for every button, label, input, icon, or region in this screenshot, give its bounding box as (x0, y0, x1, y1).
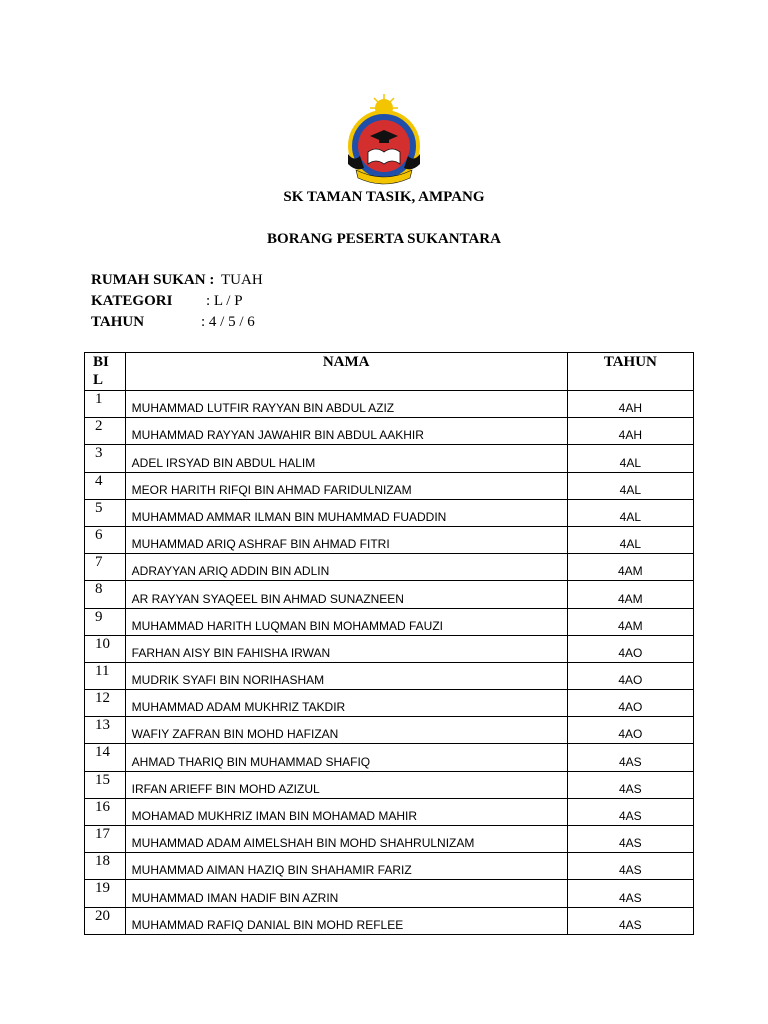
student-class: 4AM (567, 554, 693, 581)
row-number: 12 (85, 690, 126, 717)
student-class: 4AS (567, 744, 693, 771)
table-row (85, 662, 694, 689)
table-row (85, 744, 694, 771)
row-number: 18 (85, 853, 126, 880)
year-label: TAHUN (91, 314, 145, 330)
school-name: SK TAMAN TASIK, AMPANG (283, 189, 485, 205)
row-number: 11 (85, 662, 126, 689)
table-row (85, 771, 694, 798)
student-class: 4AL (567, 472, 693, 499)
table-row (85, 798, 694, 825)
student-class: 4AO (567, 635, 693, 662)
table-row (85, 907, 694, 934)
student-class: 4AO (567, 690, 693, 717)
student-name: MUHAMMAD AMMAR ILMAN BIN MUHAMMAD FUADDIN (125, 499, 567, 526)
table-row (85, 853, 694, 880)
student-name: AR RAYYAN SYAQEEL BIN AHMAD SUNAZNEEN (125, 581, 567, 608)
table-row (85, 418, 694, 445)
student-name: IRFAN ARIEFF BIN MOHD AZIZUL (125, 771, 567, 798)
row-number: 3 (85, 445, 126, 472)
header-nama: NAMA (125, 353, 567, 391)
table-row (85, 717, 694, 744)
table-row (85, 499, 694, 526)
row-number: 13 (85, 717, 126, 744)
student-name: ADRAYYAN ARIQ ADDIN BIN ADLIN (125, 554, 567, 581)
house-value: TUAH (221, 272, 263, 288)
student-class: 4AO (567, 662, 693, 689)
table-body (85, 391, 694, 935)
row-number: 15 (85, 771, 126, 798)
student-class: 4AS (567, 880, 693, 907)
student-class: 4AH (567, 391, 693, 418)
table-row (85, 608, 694, 635)
student-class: 4AL (567, 445, 693, 472)
row-number: 16 (85, 798, 126, 825)
student-name: MUHAMMAD ADAM MUKHRIZ TAKDIR (125, 690, 567, 717)
header-bil-line2: L (93, 372, 104, 388)
student-name: MUHAMMAD IMAN HADIF BIN AZRIN (125, 880, 567, 907)
student-class: 4AH (567, 418, 693, 445)
student-class: 4AO (567, 717, 693, 744)
student-name: MUDRIK SYAFI BIN NORIHASHAM (125, 662, 567, 689)
student-name: MUHAMMAD AIMAN HAZIQ BIN SHAHAMIR FARIZ (125, 853, 567, 880)
header-tahun: TAHUN (567, 353, 693, 391)
student-name: WAFIY ZAFRAN BIN MOHD HAFIZAN (125, 717, 567, 744)
row-number: 20 (85, 907, 126, 934)
house-label: RUMAH SUKAN : (91, 272, 215, 288)
student-class: 4AL (567, 526, 693, 553)
row-number: 10 (85, 635, 126, 662)
year-value: : 4 / 5 / 6 (201, 314, 255, 330)
table-row (85, 581, 694, 608)
form-title: BORANG PESERTA SUKANTARA (267, 231, 501, 247)
row-number: 8 (85, 581, 126, 608)
row-number: 17 (85, 826, 126, 853)
student-class: 4AM (567, 581, 693, 608)
student-class: 4AS (567, 771, 693, 798)
category-info-row (91, 291, 243, 312)
table-row (85, 690, 694, 717)
student-name: ADEL IRSYAD BIN ABDUL HALIM (125, 445, 567, 472)
row-number: 5 (85, 499, 126, 526)
student-class: 4AM (567, 608, 693, 635)
table-header-row (85, 353, 694, 391)
student-name: MUHAMMAD RAFIQ DANIAL BIN MOHD REFLEE (125, 907, 567, 934)
student-class: 4AL (567, 499, 693, 526)
student-name: FARHAN AISY BIN FAHISHA IRWAN (125, 635, 567, 662)
student-class: 4AS (567, 853, 693, 880)
table-row (85, 445, 694, 472)
table-row (85, 880, 694, 907)
row-number: 2 (85, 418, 126, 445)
table-row (85, 554, 694, 581)
table-row (85, 635, 694, 662)
category-value: : L / P (206, 293, 243, 309)
row-number: 4 (85, 472, 126, 499)
student-name: MUHAMMAD ARIQ ASHRAF BIN AHMAD FITRI (125, 526, 567, 553)
student-class: 4AS (567, 798, 693, 825)
table-row (85, 826, 694, 853)
row-number: 19 (85, 880, 126, 907)
student-name: MUHAMMAD ADAM AIMELSHAH BIN MOHD SHAHRULNIZAM (125, 826, 567, 853)
student-name: MUHAMMAD HARITH LUQMAN BIN MOHAMMAD FAUZI (125, 608, 567, 635)
row-number: 14 (85, 744, 126, 771)
house-info-row (91, 270, 263, 291)
table-row (85, 391, 694, 418)
row-number: 1 (85, 391, 126, 418)
student-class: 4AS (567, 826, 693, 853)
student-name: AHMAD THARIQ BIN MUHAMMAD SHAFIQ (125, 744, 567, 771)
row-number: 9 (85, 608, 126, 635)
header-bil (85, 353, 126, 391)
participant-table (84, 352, 694, 935)
category-label: KATEGORI (91, 293, 173, 309)
row-number: 6 (85, 526, 126, 553)
table-row (85, 526, 694, 553)
row-number: 7 (85, 554, 126, 581)
school-crest-logo (330, 92, 438, 192)
student-name: MUHAMMAD LUTFIR RAYYAN BIN ABDUL AZIZ (125, 391, 567, 418)
student-name: MOHAMAD MUKHRIZ IMAN BIN MOHAMAD MAHIR (125, 798, 567, 825)
header-bil-line1: BI (93, 354, 109, 370)
table-row (85, 472, 694, 499)
student-name: MEOR HARITH RIFQI BIN AHMAD FARIDULNIZAM (125, 472, 567, 499)
student-class: 4AS (567, 907, 693, 934)
student-name: MUHAMMAD RAYYAN JAWAHIR BIN ABDUL AAKHIR (125, 418, 567, 445)
year-info-row (91, 312, 255, 333)
